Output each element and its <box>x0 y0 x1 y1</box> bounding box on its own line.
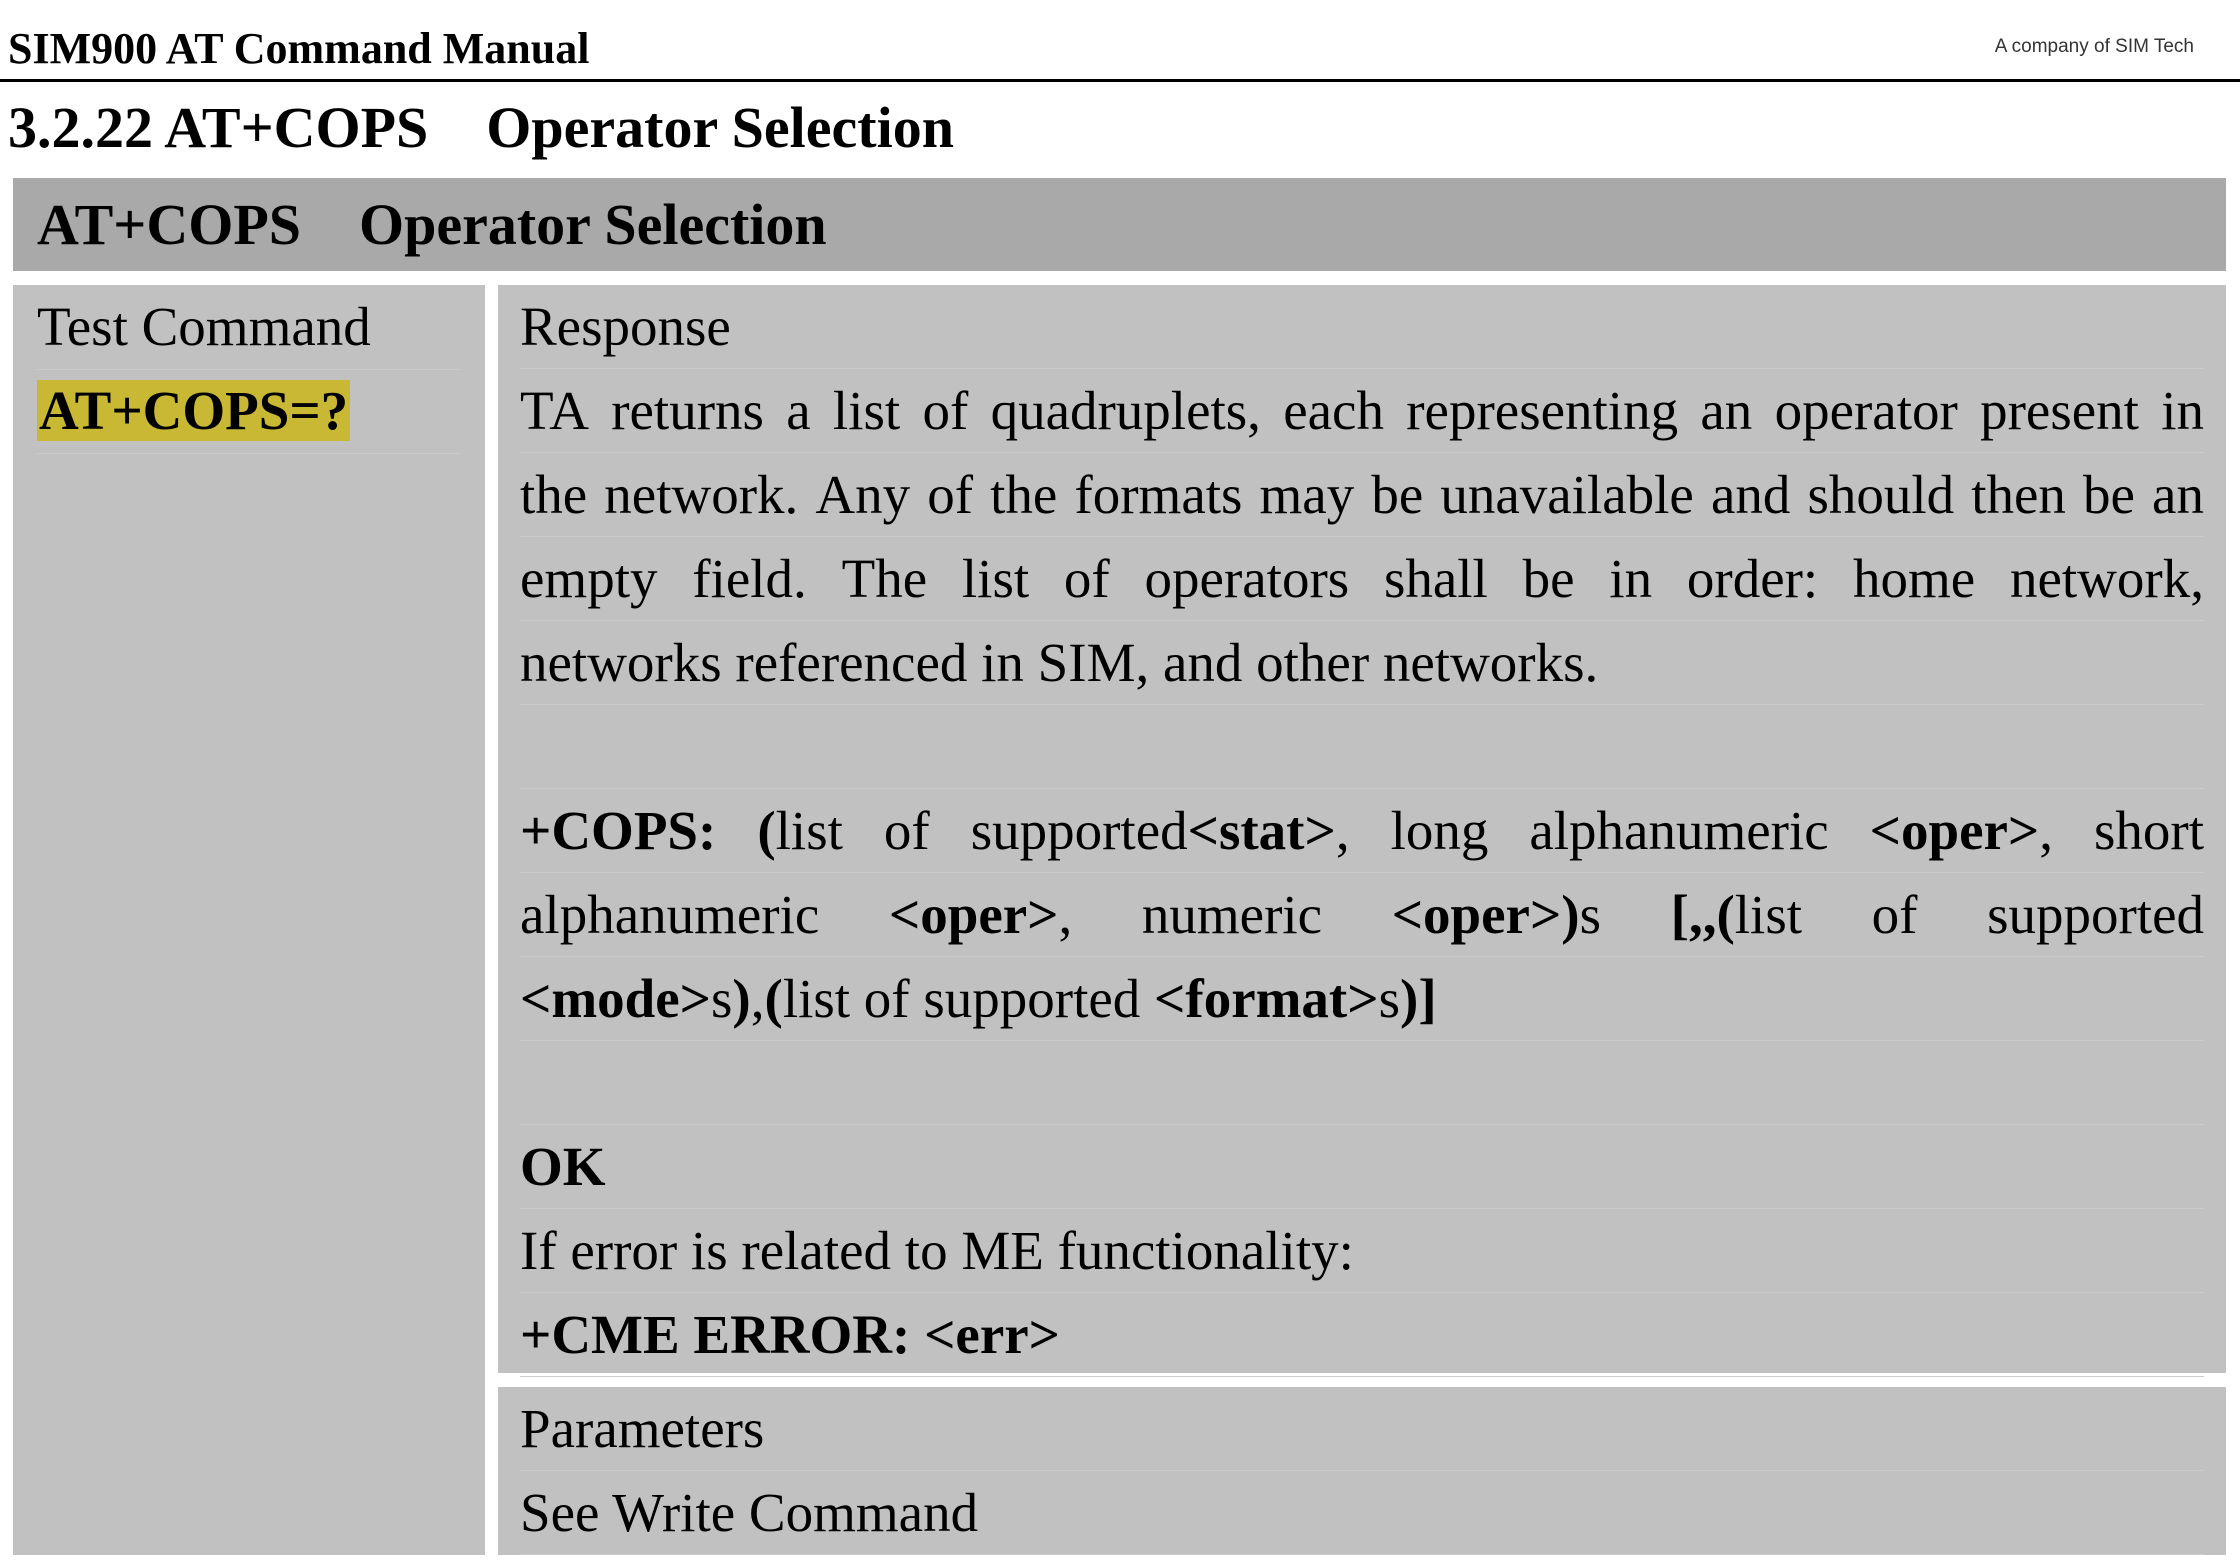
error-condition: If error is related to ME functionality: <box>520 1209 2204 1293</box>
word: of <box>1063 548 1110 609</box>
parameters-body <box>520 1387 2204 1555</box>
word: network. <box>604 464 799 525</box>
word: network, <box>2009 548 2204 609</box>
document-header-title: SIM900 AT Command Manual <box>8 24 590 73</box>
word: be <box>1371 464 1424 525</box>
word: each <box>1283 380 1384 441</box>
command-title-bar <box>13 178 2226 271</box>
word: order: <box>1686 548 1819 609</box>
response-description-line <box>520 537 2204 621</box>
word: a <box>786 380 811 441</box>
parameters-label: Parameters <box>520 1387 2204 1471</box>
word: the <box>520 464 588 525</box>
word: of <box>883 800 930 861</box>
word: <oper>, <box>1869 800 2053 861</box>
word: may <box>1259 464 1355 525</box>
parameters-cell <box>498 1387 2226 1555</box>
cme-error-result: +CME ERROR: <err> <box>520 1293 2204 1377</box>
word: field. <box>692 548 807 609</box>
word: home <box>1853 548 1976 609</box>
word: shall <box>1383 548 1488 609</box>
blank-line <box>520 1041 2204 1125</box>
word: Any <box>815 464 911 525</box>
header-divider <box>0 79 2240 82</box>
response-syntax-line <box>520 873 2204 957</box>
response-description-line <box>520 453 2204 537</box>
word: an <box>1700 380 1753 441</box>
test-command-syntax: AT+COPS=? <box>39 380 349 441</box>
word: alphanumeric <box>1529 800 1829 861</box>
word: of <box>922 380 969 441</box>
word: returns <box>611 380 764 441</box>
response-syntax-line <box>520 789 2204 873</box>
response-label: Response <box>520 285 2204 369</box>
word: alphanumeric <box>520 884 820 945</box>
word: then <box>1971 464 2066 525</box>
word: short <box>2093 800 2204 861</box>
word: empty <box>520 548 658 609</box>
response-description-line: networks referenced in SIM, and other networks. <box>520 621 2204 705</box>
word: supported <box>1987 884 2204 945</box>
word: <oper>)s <box>1391 884 1602 945</box>
word: list <box>832 380 901 441</box>
response-description-line <box>520 369 2204 453</box>
word: quadruplets, <box>990 380 1261 441</box>
parameters-note: See Write Command <box>520 1471 2204 1555</box>
test-command-syntax-line <box>37 369 461 454</box>
test-command-label: Test Command <box>37 285 461 370</box>
blank-line <box>520 705 2204 789</box>
word: long <box>1390 800 1489 861</box>
company-tagline: A company of SIM Tech <box>1994 36 2194 57</box>
word: be <box>1522 548 1575 609</box>
word: operators <box>1144 548 1350 609</box>
word: formats <box>1074 464 1243 525</box>
word: should <box>1807 464 1955 525</box>
word: in <box>2161 380 2204 441</box>
word: <oper>, <box>888 884 1073 945</box>
word: representing <box>1406 380 1679 441</box>
command-title: AT+COPS Operator Selection <box>37 192 827 257</box>
word: present <box>1980 380 2139 441</box>
word: be <box>2083 464 2135 525</box>
word: and <box>1710 464 1791 525</box>
word: operator <box>1774 380 1958 441</box>
response-syntax-line: <mode>s),(list of supported <format>s)] <box>520 957 2204 1041</box>
response-body <box>520 285 2204 1377</box>
word: supported<stat>, <box>970 800 1350 861</box>
word: of <box>927 464 974 525</box>
word: in <box>1609 548 1653 609</box>
word: the <box>990 464 1058 525</box>
section-heading: 3.2.22 AT+COPS Operator Selection <box>8 95 954 160</box>
word: numeric <box>1141 884 1323 945</box>
word: The <box>841 548 928 609</box>
word: an <box>2152 464 2204 525</box>
word: +COPS: <box>520 800 717 861</box>
test-command-cell <box>13 285 485 1555</box>
word: TA <box>520 380 589 441</box>
word: [,,(list <box>1670 884 1803 945</box>
word: list <box>961 548 1030 609</box>
word: of <box>1871 884 1918 945</box>
word: unavailable <box>1440 464 1694 525</box>
ok-result: OK <box>520 1125 2204 1209</box>
response-cell <box>498 285 2226 1373</box>
word: (list <box>757 800 843 861</box>
